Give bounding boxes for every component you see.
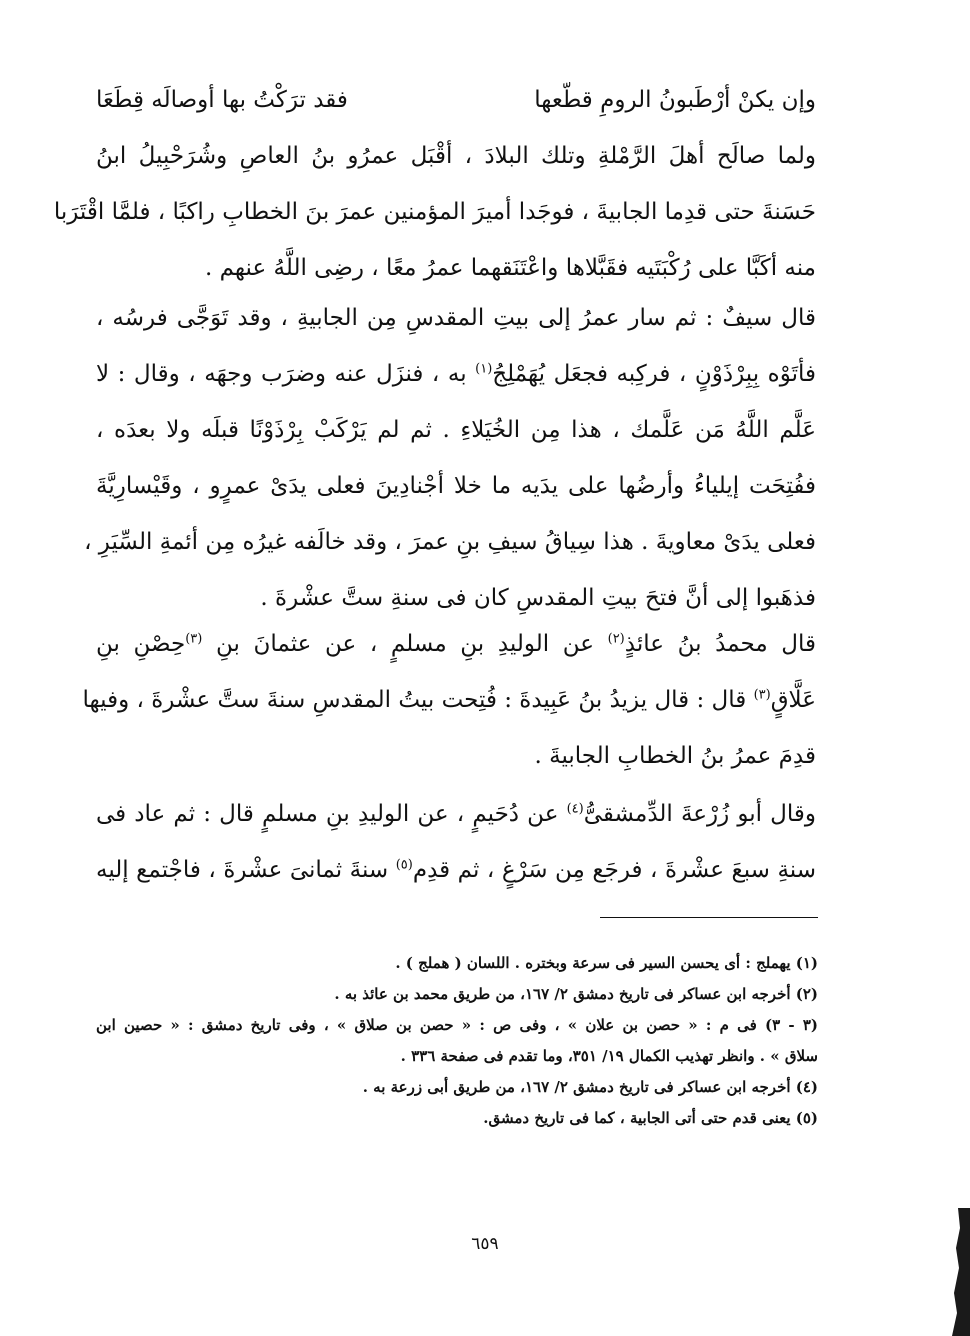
paragraph-2-line [96,346,816,402]
paragraph-4-line-start: وقال أبو زُرْعةَ الدِّمشقىُّ [583,801,816,827]
footnote-2: (٢) أخرجه ابن عساكر فى تاريخ دمشق ٢/ ١٦٧، من طريق محمد بن عائذ به . [334,985,818,1003]
footnote-ref-1: (١) [475,361,493,377]
paragraph-3-line [96,616,816,672]
footnote-ref-3-close: (٣) [753,687,771,703]
footnote-ref-3-open: (٣) [185,631,203,647]
paragraph-1-line: منه أكَبَّا على رُكْبَتَيه فقَبَّلاها واعْتَنَقهما عمرُ معًا ، رضِى اللَّهُ عنهم . [205,255,816,281]
footnote-1: (١) يهملج : أى يحسن السير فى سرعة وبختره . اللسان ( هملج ) . [395,954,818,972]
paragraph-4-line [96,842,816,898]
paragraph-3-line-middle: عن الوليدِ بنِ مسلمٍ ، عن عثمانَ بنِ [215,631,594,657]
paragraph-2-line: ففُتِحَت إيلياءُ وأرضُها على يدَيه ما خلا أجْنادِينَ فعلى يدَىْ عمرٍو ، وقَيْسارِيَّةَ [96,473,816,499]
scan-edge-shadow [936,1208,970,1336]
paragraph-4-line [96,786,816,842]
paragraph-1-line: ولما صالَح أهلَ الرَّمْلةِ وتلك البلادَ ، أقْبَل عمرُو بنُ العاصِ وشُرَحْبِيلُ ابنُ [96,143,816,169]
footnote-ref-5: (٥) [395,857,413,873]
paragraph-1 [53,128,816,296]
paragraph-2-line: قال سيفٌ : ثم سار عمرُ إلى بيتِ المقدسِ مِن الجابيةِ ، وقد تَوَجَّى فرسُه ، [96,305,816,331]
footnote-3: (٣ - ٣) فى م : « حصن بن علان » ، وفى ص : « حصن بن صلاق » ، وفى تاريخ دمشق : « حصين ابن [96,1016,819,1034]
footnote-ref-2: (٢) [607,631,625,647]
footnote-4: (٤) أخرجه ابن عساكر فى تاريخ دمشق ٢/ ١٦٧، من طريق أبى زرعة به . [362,1078,818,1096]
poem-verse [96,72,816,128]
paragraph-3-line-start: قال محمدُ بنُ عائذٍ [624,631,816,657]
footnote-5: (٥) يعنى قدم حتى أتى الجابية ، كما فى تاريخ دمشق. [483,1109,818,1127]
paragraph-2-line-end: به ، فنزَل عنه وضرَب وجهَه ، وقال : لا [96,361,467,387]
footnote-ref-4: (٤) [566,801,584,817]
verse-first-hemistich: وإن يكنْ أرْطَبونُ الرومِ قطّعها [534,87,816,113]
paragraph-3-line-end: حِصْنِ بنِ [96,631,186,657]
paragraph-4-line2-start: سنةِ سبعَ عشْرةَ ، فرجَع مِن سَرْغٍ ، ثم قدِم [412,857,817,883]
paragraph-3-line: قدِمَ عمرُ بنُ الخطابِ الجابيةَ . [534,743,816,769]
paragraph-2-line: فعلى يدَىْ معاويةَ . هذا سِياقُ سيفِ بنِ عمرَ ، وقد خالَفه غيرُه مِن أئمةِ السِّيَرِ ، [84,529,816,555]
paragraph-4-line2-end: سنةَ ثمانىَ عشْرةَ ، فاجْتمع إليه [96,857,389,883]
paragraph-2-line: عَلَّم اللَّهُ مَن عَلَّمك ، هذا مِن الخُيَلاءِ . ثم لم يَرْكَبْ بِرْذَوْنًا قبلَه ولا بعدَه ، [96,417,816,443]
footnote-separator [600,917,818,918]
paragraph-3-line2-start: عَلَّاقٍ [770,687,816,713]
verse-second-hemistich: فقد ترَكْتُ بها أوصالَه قِطَعَا [96,87,348,113]
paragraph-3 [82,616,816,784]
paragraph-2 [84,290,817,626]
page-number: ٦٥٩ [471,1234,499,1254]
paragraph-4-line-end: عن دُحَيمٍ ، عن الوليدِ بنِ مسلمٍ قال : ثم عاد فى [96,801,559,827]
paragraph-2-line-start: فأتَوْه بِبِرْذَوْنٍ ، فركِبه فجعَل يُهَمْلِجُ [492,361,817,387]
footnotes [96,948,818,1134]
paragraph-1-line: حَسَنةَ حتى قدِما الجابيةَ ، فوجَدا أميرَ المؤمنين عمرَ بنَ الخطابِ راكبًا ، فلمَّا اقْتَرَبا [53,199,816,225]
footnote-3-continued: سلاق » . وانظر تهذيب الكمال ١٩/ ٣٥١، وما تقدم فى صفحة ٣٣٦ . [400,1047,818,1065]
paragraph-4 [96,786,816,898]
paragraph-3-line2-end: قال : قال يزيدُ بنُ عَبِيدةَ : فُتِحت بيتُ المقدسِ سنةَ ستَّ عشْرةَ ، وفيها [82,687,747,713]
paragraph-2-line: فذهَبوا إلى أنَّ فتحَ بيتِ المقدسِ كان فى سنةِ ستَّ عشْرةَ . [260,585,816,611]
paragraph-3-line [82,672,816,728]
